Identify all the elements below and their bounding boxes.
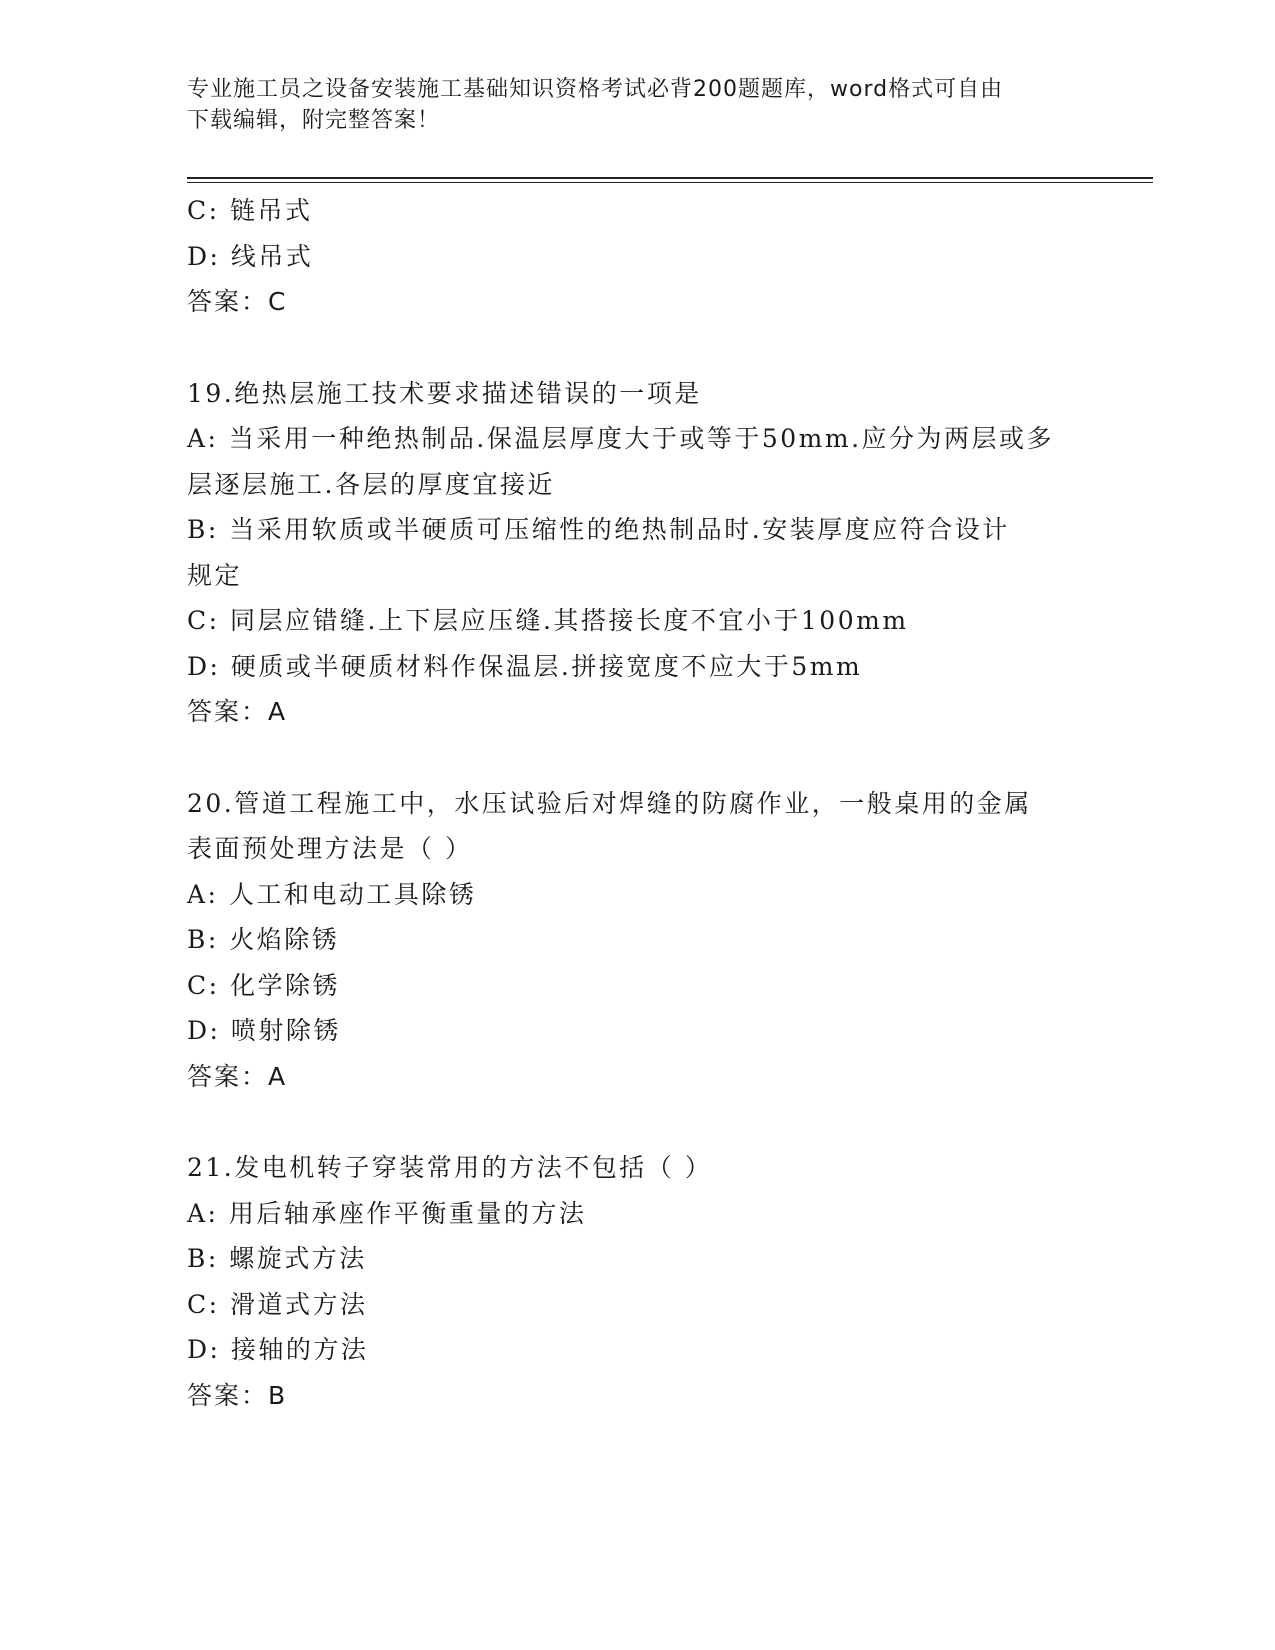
- question-20: [187, 781, 1087, 1100]
- question-text: 20.管道工程施工中，水压试验后对焊缝的防腐作业，一般桌用的金属: [187, 788, 1032, 818]
- answer-line: 答案：B: [187, 1380, 288, 1410]
- option-line: A: 用后轴承座作平衡重量的方法: [187, 1198, 587, 1228]
- option-line: A: 人工和电动工具除锈: [187, 879, 477, 909]
- option-line: C: 同层应错缝.上下层应压缝.其搭接长度不宜小于100mm: [187, 606, 909, 635]
- option-line: D: 线吊式: [187, 241, 314, 271]
- spacer: [187, 325, 1087, 371]
- header-divider-thin: [187, 182, 1153, 183]
- option-line: D: 接轴的方法: [187, 1335, 369, 1364]
- header-divider-thick: [187, 177, 1153, 179]
- answer-line: 答案：A: [187, 1061, 288, 1091]
- option-line: B: 当采用软质或半硬质可压缩性的绝热制品时.安装厚度应符合设计: [187, 515, 1010, 544]
- option-line: B: 螺旋式方法: [187, 1244, 367, 1273]
- option-line: D: 硬质或半硬质材料作保温层.拼接宽度不应大于5mm: [187, 651, 863, 681]
- option-line: D: 喷射除锈: [187, 1016, 341, 1045]
- question-content: [187, 188, 1087, 1418]
- spacer: [187, 1099, 1087, 1145]
- option-line: C: 化学除锈: [187, 970, 340, 1000]
- option-line: C: 链吊式: [187, 196, 313, 225]
- document-header: 专业施工员之设备安装施工基础知识资格考试必背200题题库，word格式可自由 下载编辑，附完整答案！: [187, 77, 1004, 133]
- carryover-block: [187, 188, 1087, 325]
- option-line: B: 火焰除锈: [187, 925, 340, 954]
- question-text: 表面预处理方法是（ ）: [187, 834, 473, 863]
- question-text: 19.绝热层施工技术要求描述错误的一项是: [187, 378, 702, 408]
- spacer: [187, 735, 1087, 781]
- answer-line: 答案：A: [187, 697, 288, 726]
- option-line: A: 当采用一种绝热制品.保温层厚度大于或等于50mm.应分为两层或多: [187, 424, 1055, 453]
- question-text: 21.发电机转子穿装常用的方法不包括（ ）: [187, 1153, 713, 1182]
- option-line: 规定: [187, 560, 243, 590]
- question-19: [187, 371, 1087, 735]
- question-21: [187, 1145, 1087, 1418]
- option-line: C: 滑道式方法: [187, 1289, 368, 1319]
- answer-line: 答案：C: [187, 287, 288, 316]
- option-line: 层逐层施工.各层的厚度宜接近: [187, 469, 555, 499]
